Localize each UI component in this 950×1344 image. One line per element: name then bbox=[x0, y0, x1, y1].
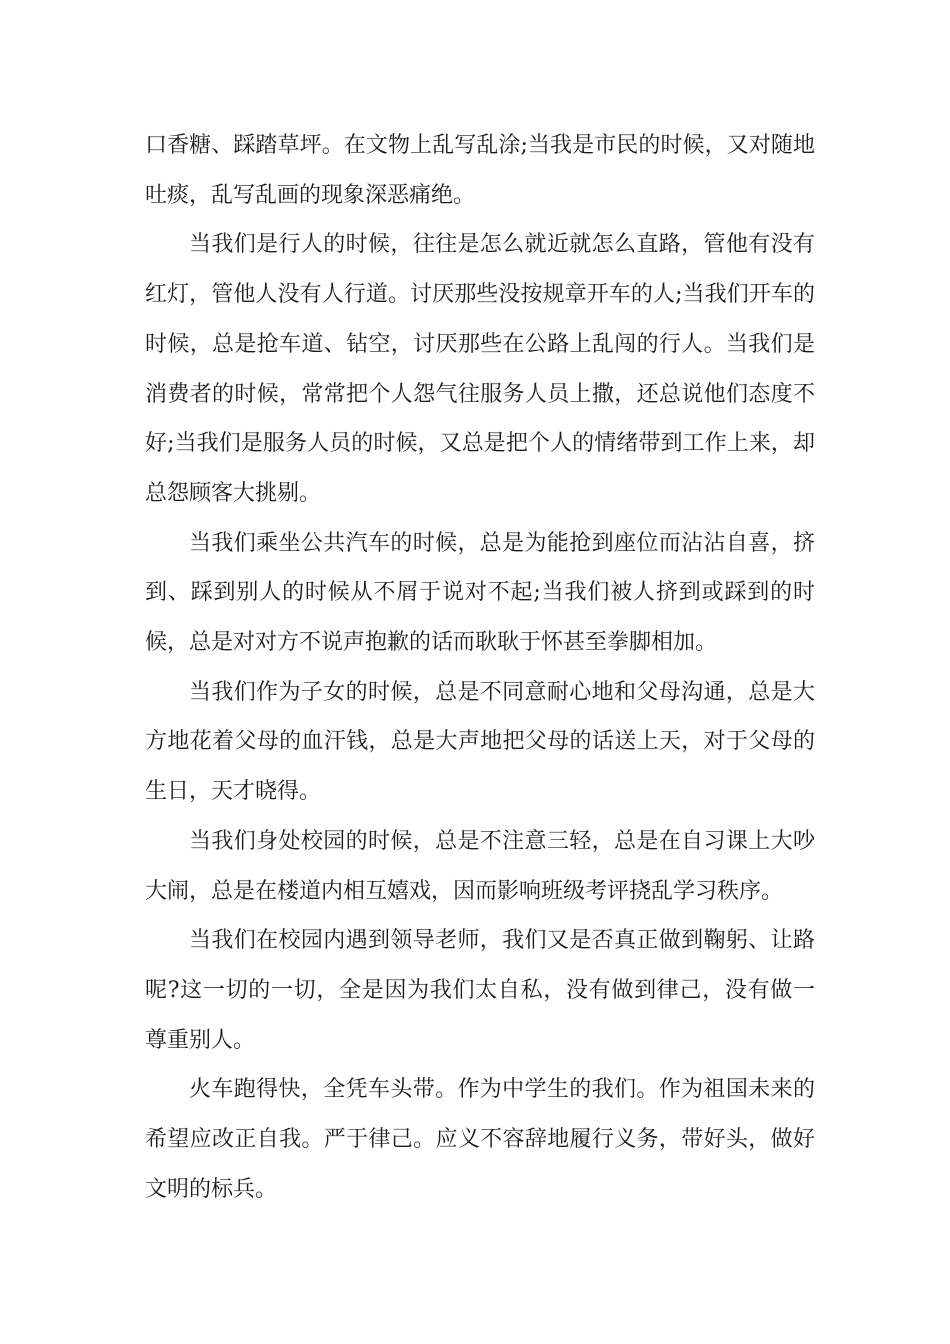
paragraph-6: 当我们在校园内遇到领导老师，我们又是否真正做到鞠躬、让路呢?这一切的一切，全是因为我们太自私，没有做到律己，没有做一尊重别人。 bbox=[145, 928, 815, 1053]
paragraph-4: 当我们作为子女的时候，总是不同意耐心地和父母沟通，总是大方地花着父母的血汗钱，总是大声地把父母的话送上天，对于父母的生日，天才晓得。 bbox=[145, 679, 815, 805]
paragraph-2: 当我们是行人的时候，往往是怎么就近就怎么直路，管他有没有红灯，管他人没有人行道。讨厌那些没按规章开车的人;当我们开车的时候，总是抢车道、钻空，讨厌那些在公路上乱闯的行人。当我们是消费者的时候，常常把个人怨气往服务人员上撒，还总说他们态度不好;当我们是服务人员的时候，又总是把个人的情绪带到工作上来，却总怨顾客大挑剔。 bbox=[145, 232, 815, 506]
paragraph-3: 当我们乘坐公共汽车的时候，总是为能抢到座位而沾沾自喜，挤到、踩到别人的时候从不屑于说对不起;当我们被人挤到或踩到的时候，总是对对方不说声抱歉的话而耿耿于怀甚至拳脚相加。 bbox=[145, 530, 815, 656]
paragraph-7: 火车跑得快，全凭车头带。作为中学生的我们。作为祖国未来的希望应改正自我。严于律己。应义不容辞地履行义务，带好头，做好文明的标兵。 bbox=[145, 1077, 815, 1202]
paragraph-1: 口香糖、踩踏草坪。在文物上乱写乱涂;当我是市民的时候，又对随地吐痰，乱写乱画的现象深恶痛绝。 bbox=[145, 133, 815, 208]
document-body bbox=[145, 121, 815, 1214]
paragraph-5: 当我们身处校园的时候，总是不注意三轻，总是在自习课上大吵大闹，总是在楼道内相互嬉戏，因而影响班级考评挠乱学习秩序。 bbox=[145, 828, 815, 904]
